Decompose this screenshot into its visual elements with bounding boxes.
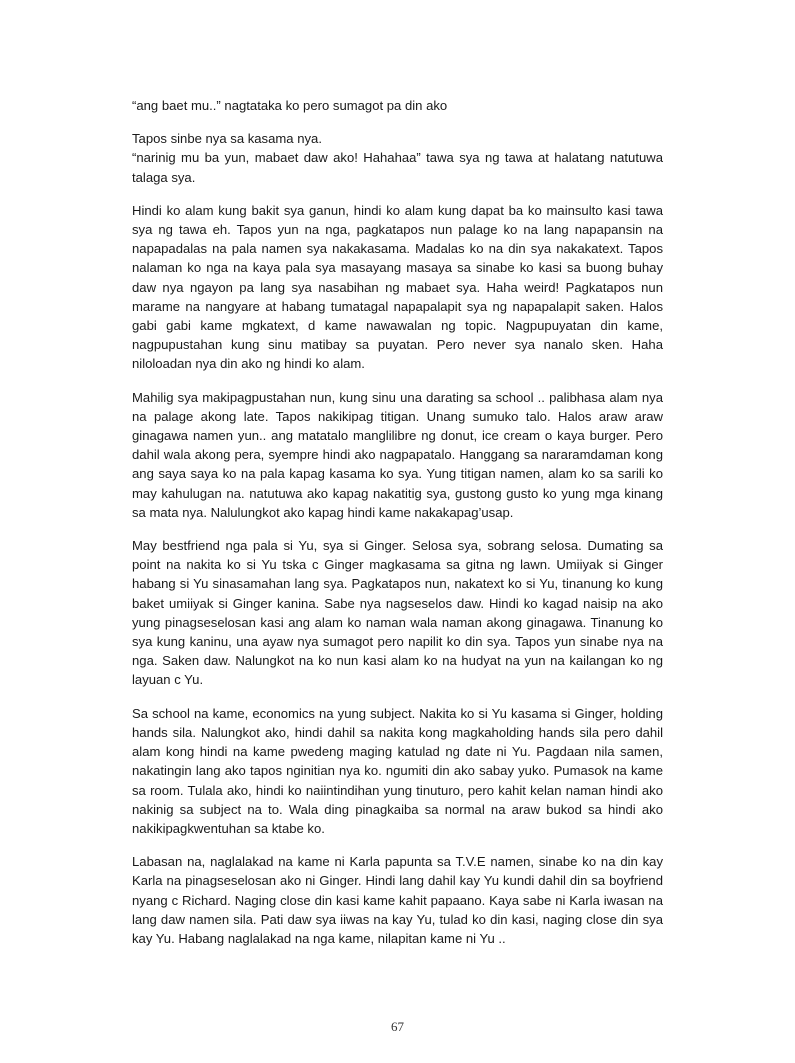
- paragraph-line: Tapos sinbe nya sa kasama nya.: [132, 131, 322, 147]
- paragraph-5: [132, 536, 663, 690]
- paragraph-1: [132, 96, 663, 115]
- page-number: 67: [391, 1019, 404, 1034]
- paragraph-text: Sa school na kame, economics na yung subject. Nakita ko si Yu kasama si Ginger, holding hands sila. Nalungkot ako, hindi dahil sa nakita kong magkaholding hands sila pero dahil alam kong hindi na kame pwedeng maging katulad ng date ni Yu. Pagdaan nila samen, nakatingin lang ako tapos nginitian nya ko. ngumiti din ako sabay yuko. Pumasok na kame sa room. Tulala ako, hindi ko naiintindihan yung tinuturo, pero kahit kelan naman hindi ako nakinig sa subject na to. Wala ding pinagkaiba sa normal na araw bukod sa hindi ako nakikipagkwentuhan sa ktabe ko.: [132, 705, 663, 836]
- paragraph-text: Mahilig sya makipagpustahan nun, kung sinu una darating sa school .. palibhasa alam nya na palage akong late. Tapos nakikipag titigan. Unang sumuko talo. Halos araw araw ginagawa namen yun.. ang matatalo manglilibre ng donut, ice cream o kaya burger. Pero dahil wala akong pera, syempre hindi ako nagpapatalo. Hanggang sa nararamdaman kong ang saya saya ko na pala kapag kasama ko sya. Yung titigan namen, alam ko sa sarili ko may kahulugan na. natutuwa ako kapag nakatitig sya, gustong gusto ko yung mga kinang sa mata nya. Nalulungkot ako kapag hindi kame nakakapag’usap.: [132, 389, 663, 520]
- page-body: [132, 96, 663, 962]
- paragraph-6: [132, 704, 663, 838]
- paragraph-4: [132, 388, 663, 522]
- paragraph-7: [132, 852, 663, 948]
- paragraph-line: “ang baet mu..” nagtataka ko pero sumagot pa din ako: [132, 98, 448, 113]
- paragraph-text: May bestfriend nga pala si Yu, sya si Ginger. Selosa sya, sobrang selosa. Dumating sa point na nakita ko si Yu tska c Ginger magkasama sa gitna ng lawn. Umiiyak si Ginger habang si Yu sinasamahan lang sya. Pagkatapos nun, nakatext ko si Yu, tinanung ko kung baket umiiyak si Ginger kanina. Sabe nya nagseselos daw. Hindi ko kagad naisip na ako yung pinagseselosan kasi ang alam ko naman wala naman akong ginagawa. Tinanung ko sya kung kaninu, una ayaw nya sumagot pero napilit ko din sya. Tapos yun sinabe nya na nga. Saken daw. Nalungkot na ko nun kasi alam ko na hudyat na yun na kailangan ko ng layuan c Yu.: [132, 538, 663, 688]
- paragraph-text: Hindi ko alam kung bakit sya ganun, hindi ko alam kung dapat ba ko mainsulto kasi tawa sya ng tawa eh. Tapos yun na nga, pagkatapos nun palage ko na lang napapansin na napapadalas na pala namen sya nakakasama. Madalas ko na din sya nakakatext. Tapos nalaman ko nga na kaya pala sya masayang masaya sa sinabe ko kasi sa buong buhay daw nya ngayon pa lang sya nasabihan ng mabaet sya. Haha weird! Pagkatapos nun marame na nangyare at habang tumatagal napapalapit sya ng napapalapit saken. Halos gabi gabi kame mgkatext, d kame nawawalan ng topic. Nagpupuyatan din kame, nagpupustahan kung sinu matibay sa puyatan. Pero never sya nanalo sken. Haha niloloadan nya din ako ng hindi ko alam.: [132, 202, 663, 372]
- paragraph-2: [132, 129, 663, 187]
- paragraph-3: [132, 201, 663, 374]
- paragraph-line: “narinig mu ba yun, mabaet daw ako! Hahahaa” tawa sya ng tawa at halatang natutuwa talaga sya.: [132, 150, 663, 185]
- paragraph-text: Labasan na, naglalakad na kame ni Karla papunta sa T.V.E namen, sinabe ko na din kay Karla na pinagseselosan ako ni Ginger. Hindi lang dahil kay Yu kundi dahil din sa boyfriend nyang c Richard. Naging close din kasi kame kahit papaano. Kaya sabe ni Karla iwasan na lang daw namen sila. Pati daw sya iiwas na kay Yu, tulad ko din kasi, naging close din sya kay Yu. Habang naglalakad na nga kame, nilapitan kame ni Yu ..: [132, 854, 663, 946]
